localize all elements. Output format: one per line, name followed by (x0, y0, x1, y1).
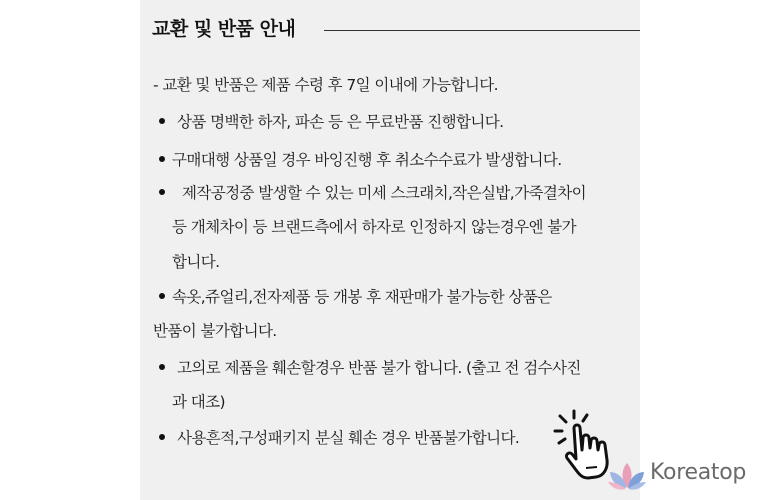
notice-line: 제작공정중 발생할 수 있는 미세 스크래치,작은실밥,가죽결차이 (182, 184, 586, 202)
lotus-logo-icon (606, 460, 648, 494)
notice-line: 속옷,쥬얼리,전자제품 등 개봉 후 재판매가 불가능한 상품은 (172, 288, 552, 306)
bullet-dot (159, 434, 165, 440)
brand-name: Koreatop (650, 460, 747, 485)
notice-line: 구매대행 상품일 경우 바잉진행 후 취소수수료가 발생합니다. (172, 151, 562, 169)
notice-line: 사용흔적,구성패키지 분실 훼손 경우 반품불가합니다. (177, 429, 520, 447)
notice-line: 반품이 불가합니다. (153, 322, 277, 340)
notice-line: 상품 명백한 하자, 파손 등 은 무료반품 진행합니다. (177, 113, 504, 131)
bullet-dot (159, 118, 165, 124)
section-title: 교환 및 반품 안내 (152, 18, 296, 40)
notice-line: 과 대조) (172, 393, 225, 411)
notice-line: 등 개체차이 등 브랜드측에서 하자로 인정하지 않는경우엔 불가 (172, 218, 576, 236)
brand-watermark (606, 458, 776, 494)
notice-line: 합니다. (172, 253, 220, 271)
notice-line: 고의로 제품을 훼손할경우 반품 불가 합니다. (출고 전 검수사진 (177, 359, 581, 377)
bullet-dot (159, 293, 165, 299)
bullet-dot (159, 364, 165, 370)
notice-line: - 교환 및 반품은 제품 수령 후 7일 이내에 가능합니다. (153, 76, 498, 94)
title-divider (324, 30, 640, 31)
bullet-dot (159, 189, 165, 195)
bullet-dot (159, 156, 165, 162)
section-header (152, 8, 640, 44)
